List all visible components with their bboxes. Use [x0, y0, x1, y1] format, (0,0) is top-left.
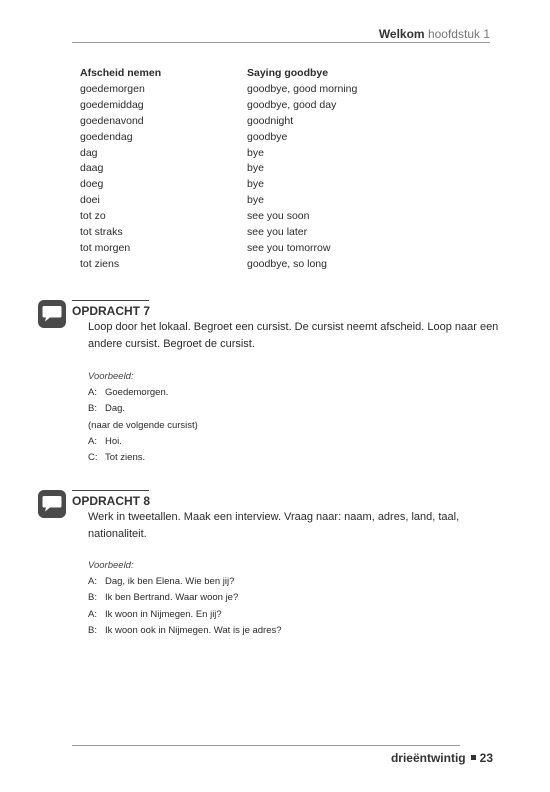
speech-bubble-icon	[38, 300, 66, 328]
dialogue-line	[88, 623, 282, 639]
vocabulary-row	[80, 225, 447, 241]
exercise-7-title-rule	[72, 300, 149, 301]
dialogue-text: Dag, ik ben Elena. Wie ben jij?	[105, 576, 235, 588]
vocabulary-row	[80, 177, 447, 193]
vocabulary-row	[80, 98, 447, 114]
dialogue-speaker: B:	[88, 592, 97, 604]
vocabulary-row	[80, 146, 447, 162]
vocabulary-row	[80, 82, 447, 98]
dialogue-line	[88, 434, 198, 450]
dialogue-line	[88, 385, 198, 401]
header-rule	[72, 42, 490, 43]
vocabulary-table	[80, 66, 447, 273]
vocabulary-dutch: doeg	[80, 178, 104, 191]
dialogue-line	[88, 607, 282, 623]
vocabulary-row	[80, 114, 447, 130]
dialogue-speaker: B:	[88, 403, 97, 415]
vocabulary-english: bye	[247, 178, 264, 191]
exercise-7-example	[88, 369, 198, 466]
exercise-8-dialogue	[88, 574, 282, 639]
dialogue-speaker: B:	[88, 624, 97, 636]
vocabulary-row	[80, 241, 447, 257]
dialogue-speaker: A:	[88, 576, 97, 588]
vocabulary-english: goodbye, good day	[247, 98, 337, 111]
dialogue-text: (naar de volgende cursist)	[88, 419, 198, 431]
exercise-7-example-label: Voorbeeld:	[88, 371, 134, 382]
exercise-8-instruction: Werk in tweetallen. Maak een interview. Vraag naar: naam, adres, land, taal, nationaliteit.	[88, 511, 460, 540]
dialogue-speaker: A:	[88, 435, 97, 447]
vocabulary-dutch: goedendag	[80, 130, 133, 143]
exercise-8-title: OPDRACHT 8	[72, 494, 151, 508]
vocabulary-dutch: dag	[80, 146, 98, 159]
header-chapter-name: Welkom	[378, 27, 425, 41]
running-header	[379, 27, 490, 41]
vocabulary-dutch: goedenavond	[80, 114, 144, 127]
vocabulary-row	[80, 257, 447, 273]
vocabulary-english: see you soon	[247, 210, 310, 223]
exercise-8-example	[88, 558, 282, 639]
header-chapter-number: hoofdstuk 1	[427, 27, 490, 41]
vocabulary-dutch: tot ziens	[80, 257, 120, 270]
vocabulary-english: goodbye, so long	[247, 257, 327, 270]
dialogue-speaker: A:	[88, 608, 97, 620]
exercise-8-example-label: Voorbeeld:	[88, 560, 134, 571]
dialogue-line	[88, 574, 282, 590]
vocabulary-english: goodbye, good morning	[247, 82, 358, 95]
dialogue-speaker: A:	[88, 387, 97, 399]
footer-rule	[72, 745, 460, 746]
page-number: 23	[479, 751, 493, 765]
vocabulary-dutch: tot morgen	[80, 241, 131, 254]
dialogue-line	[88, 418, 198, 434]
exercise-7-title: OPDRACHT 7	[72, 304, 151, 318]
dialogue-line	[88, 401, 198, 417]
vocabulary-english: see you later	[247, 226, 308, 239]
vocabulary-row	[80, 209, 447, 225]
vocabulary-row	[80, 161, 447, 177]
page-number-word: drieëntwintig	[390, 751, 466, 765]
vocabulary-dutch: goedemorgen	[80, 82, 145, 95]
dialogue-line	[88, 590, 282, 606]
dialogue-text: Ik woon ook in Nijmegen. Wat is je adres?	[105, 624, 282, 636]
dialogue-text: Ik woon in Nijmegen. En jij?	[105, 608, 222, 620]
vocabulary-header-row	[80, 66, 447, 82]
vocabulary-header-dutch: Afscheid nemen	[80, 67, 162, 79]
exercise-7-dialogue	[88, 385, 198, 466]
vocabulary-english: see you tomorrow	[247, 241, 331, 254]
speech-bubble-icon	[38, 490, 66, 518]
dialogue-text: Ik ben Bertrand. Waar woon je?	[105, 592, 239, 604]
vocabulary-dutch: goedemiddag	[80, 98, 144, 111]
exercise-8-title-rule	[72, 490, 149, 491]
vocabulary-english: goodnight	[247, 114, 294, 127]
dialogue-text: Goedemorgen.	[105, 387, 169, 399]
vocabulary-rows	[80, 82, 447, 273]
vocabulary-row	[80, 193, 447, 209]
vocabulary-english: bye	[247, 162, 264, 175]
footer-square-bullet	[471, 755, 476, 760]
dialogue-text: Hoi.	[105, 435, 122, 447]
page-footer	[391, 751, 493, 765]
vocabulary-dutch: daag	[80, 162, 104, 175]
exercise-7-instruction: Loop door het lokaal. Begroet een cursist. De cursist neemt afscheid. Loop naar een andere cursist. Begroet de cursist.	[88, 321, 499, 350]
dialogue-text: Tot ziens.	[105, 452, 146, 464]
vocabulary-english: goodbye	[247, 130, 288, 143]
dialogue-line	[88, 450, 198, 466]
dialogue-speaker: C:	[88, 452, 98, 464]
vocabulary-dutch: tot zo	[80, 210, 106, 223]
vocabulary-english: bye	[247, 146, 264, 159]
dialogue-text: Dag.	[105, 403, 126, 415]
vocabulary-header-english: Saying goodbye	[247, 67, 329, 79]
vocabulary-english: bye	[247, 194, 264, 207]
vocabulary-row	[80, 130, 447, 146]
vocabulary-dutch: doei	[80, 194, 100, 207]
vocabulary-dutch: tot straks	[80, 226, 123, 239]
